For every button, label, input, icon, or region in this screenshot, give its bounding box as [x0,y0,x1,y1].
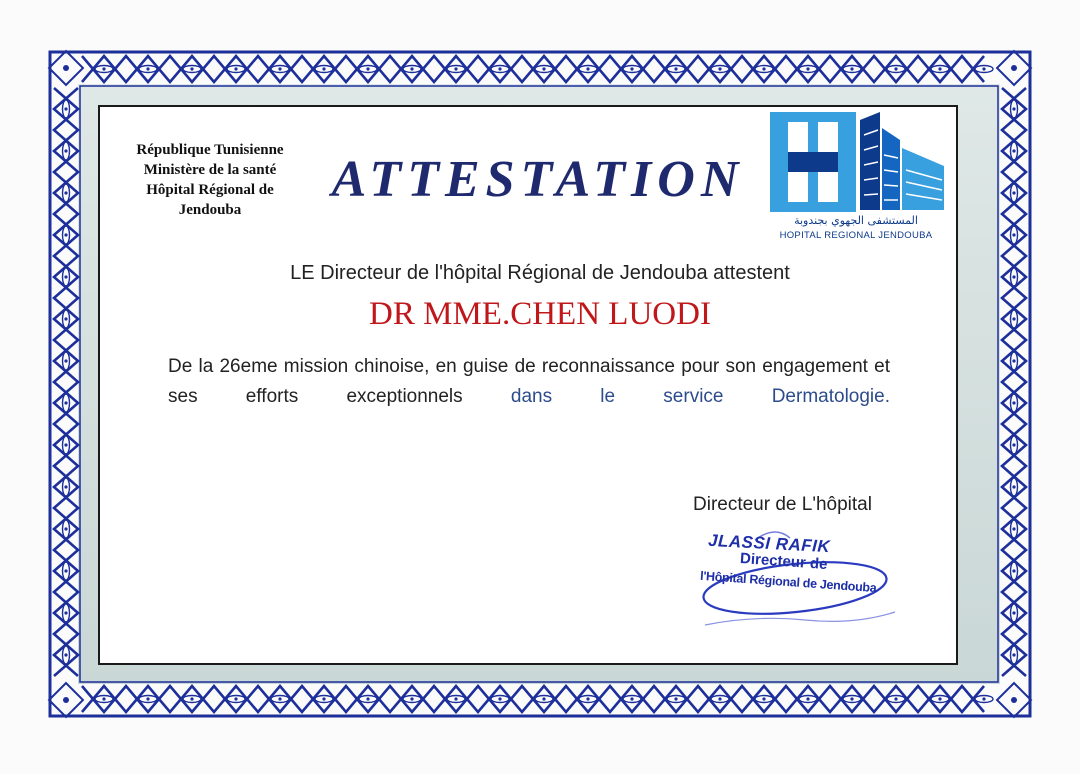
body-text-part2: dans le service Dermatologie. [510,386,890,407]
recipient-name: DR MME.CHEN LUODI [369,296,711,332]
issuer-ministry: Ministère de la santé [143,162,277,178]
issuer-hospital-line1: Hôpital Régional de [146,182,274,198]
stamp-signatory-name: JLASSI RAFIK [707,530,831,557]
document-title: ATTESTATION [331,151,745,208]
issuer-country: République Tunisienne [136,142,284,158]
issuer-block [100,140,320,220]
signer-title: Directeur de L'hôpital [693,494,872,515]
stamp-institution: l'Hôpital Régional de Jendouba [699,568,877,596]
issuer-hospital-line2: Jendouba [178,202,242,218]
logo-arabic-text: المستشفى الجهوي بجندوبة [794,214,918,227]
stamp-role: Directeur de [739,549,829,574]
body-text-part1: De la 26eme mission chinoise, en guise de reconnaissance pour son engagement et ses efforts exceptionnels [168,356,890,407]
logo-text: HOPITAL REGIONAL JENDOUBA [779,230,933,241]
attestation-body [168,352,890,412]
attestation-statement: LE Directeur de l'hôpital Régional de Jendouba attestent [290,262,790,284]
